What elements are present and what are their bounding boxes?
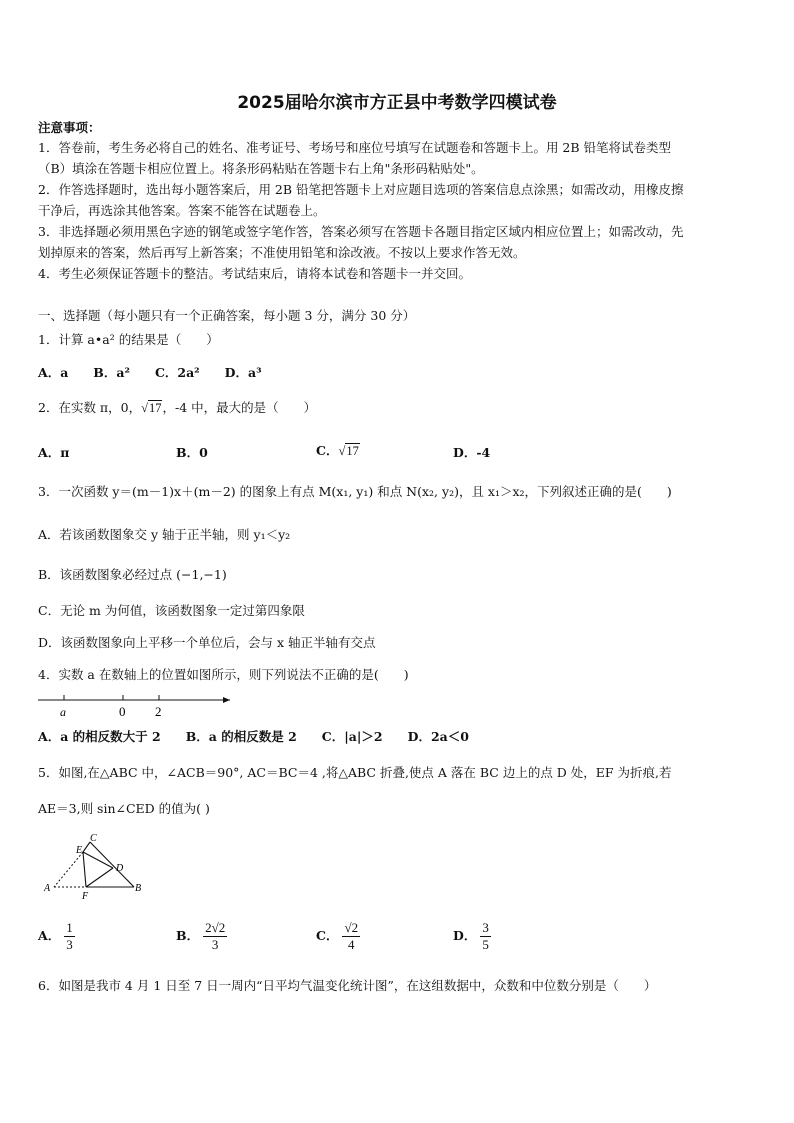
fold-line-ef: [83, 852, 86, 887]
notice-line: 1．答卷前，考生务必将自己的姓名、准考证号、考场号和座位号填写在试题卷和答题卡上。用 2B 铅笔将试卷类型: [38, 140, 672, 155]
question-2-stem-part: ，-4 中，最大的是（ ）: [162, 400, 317, 415]
point-label-e: E: [76, 845, 83, 856]
notice-line: （B）填涂在答题卡相应位置上。将条形码粘贴在答题卡右上角"条形码粘贴处"。: [38, 161, 484, 176]
point-label-d: D: [116, 863, 124, 874]
notice-line: 2．作答选择题时，选出每小题答案后，用 2B 铅笔把答题卡上对应题目选项的答案信息点涂黑；如需改动，用橡皮擦: [38, 182, 684, 197]
numerator: 2√2: [205, 920, 226, 935]
question-5-option-b: [176, 920, 227, 953]
segment-ed: [83, 852, 113, 868]
question-3-stem: 3．一次函数 y＝(m－1)x＋(m－2) 的图象上有点 M(x₁, y₁) 和点 N(x₂, y₂)，且 x₁＞x₂，下列叙述正确的是( ): [38, 484, 672, 499]
notice-line: 3．非选择题必须用黑色字迹的钢笔或签字笔作答，答案必须写在答题卡各题目指定区域内相应位置上；如需改动，先: [38, 224, 684, 239]
question-1-options: A．a B．a² C．2a² D．a³: [38, 365, 262, 380]
question-5-option-c: [316, 920, 360, 953]
question-3-option-a: A．若该函数图象交 y 轴于正半轴，则 y₁＜y₂: [38, 527, 291, 542]
denominator: 5: [482, 937, 489, 952]
option-letter: D．: [453, 928, 477, 943]
question-5-option-a: [38, 920, 75, 953]
question-4-stem: 4．实数 a 在数轴上的位置如图所示，则下列说法不正确的是( ): [38, 667, 409, 682]
question-2-option-c: [316, 441, 360, 459]
sqrt-17: √17: [141, 401, 162, 415]
denominator: 3: [66, 937, 73, 952]
triangle-fold-figure: [36, 832, 146, 904]
numerator: 3: [482, 920, 489, 935]
point-label-c: C: [90, 833, 97, 844]
question-3-option-c: C．无论 m 为何值，该函数图象一定过第四象限: [38, 603, 305, 618]
question-5-stem-line1: 5．如图,在△ABC 中，∠ACB＝90°, AC＝BC＝4 ,将△ABC 折叠,使点 A 落在 BC 边上的点 D 处，EF 为折痕,若: [38, 765, 672, 780]
question-1-stem: 1．计算 a•a² 的结果是（ ）: [38, 332, 219, 347]
question-2-option-a: A．π: [38, 445, 70, 460]
point-label-b: B: [135, 883, 142, 894]
side-ea-dashed: [54, 852, 83, 887]
fraction: [64, 920, 75, 953]
question-3-option-d: D．该函数图象向上平移一个单位后，会与 x 轴正半轴有交点: [38, 635, 376, 650]
option-letter: B．: [176, 928, 200, 943]
point-label-a: A: [44, 883, 51, 894]
notice-heading: 注意事项：: [38, 120, 101, 135]
axis-label-a: a: [60, 705, 66, 719]
question-3-option-b: B．该函数图象必经过点 (−1,−1): [38, 567, 227, 582]
sqrt-17: √17: [338, 444, 359, 458]
question-5-option-d: [453, 920, 491, 953]
segment-df: [86, 868, 113, 887]
axis-label-0: 0: [119, 704, 126, 719]
arrow-icon: [223, 697, 230, 703]
fraction: [342, 920, 360, 953]
question-2-option-d: D．-4: [453, 445, 491, 460]
question-2-stem: [38, 399, 758, 417]
question-5-stem-line2: AE＝3,则 sin∠CED 的值为( ): [38, 801, 210, 816]
question-4-options: A．a 的相反数大于 2 B．a 的相反数是 2 C．|a|＞2 D．2a＜0: [38, 729, 469, 744]
point-label-f: F: [82, 891, 89, 902]
question-2-option-b: B．0: [176, 445, 208, 460]
page-title: 2025届哈尔滨市方正县中考数学四模试卷: [237, 93, 557, 113]
denominator: 3: [211, 937, 219, 952]
side-cb: [90, 842, 134, 887]
notice-line: 4．考生必须保证答题卡的整洁。考试结束后，请将本试卷和答题卡一并交回。: [38, 266, 471, 281]
numerator: √2: [344, 920, 359, 935]
option-letter: A．: [38, 928, 61, 943]
number-line-figure: [36, 692, 236, 720]
side-ce: [83, 842, 90, 852]
question-2-stem-part: 2．在实数 π，0，: [38, 400, 142, 415]
fraction: [480, 920, 491, 953]
question-6-stem: 6．如图是我市 4 月 1 日至 7 日一周内“日平均气温变化统计图”，在这组数据中，众数和中位数分别是（ ）: [38, 978, 657, 993]
sqrt-radicand: 17: [346, 444, 359, 458]
option-letter: C．: [316, 928, 339, 943]
axis-label-2: 2: [155, 704, 162, 719]
section-heading: 一、选择题（每小题只有一个正确答案，每小题 3 分，满分 30 分）: [38, 308, 416, 323]
notice-line: 划掉原来的答案，然后再写上新答案；不准使用铅笔和涂改液。不按以上要求作答无效。: [38, 245, 526, 260]
sqrt-radicand: 17: [148, 401, 162, 415]
option-letter: C．: [316, 443, 339, 458]
notice-line: 干净后，再选涂其他答案。答案不能答在试题卷上。: [38, 203, 326, 218]
fraction: [203, 920, 227, 953]
numerator: 1: [66, 920, 73, 935]
denominator: 4: [348, 937, 355, 952]
